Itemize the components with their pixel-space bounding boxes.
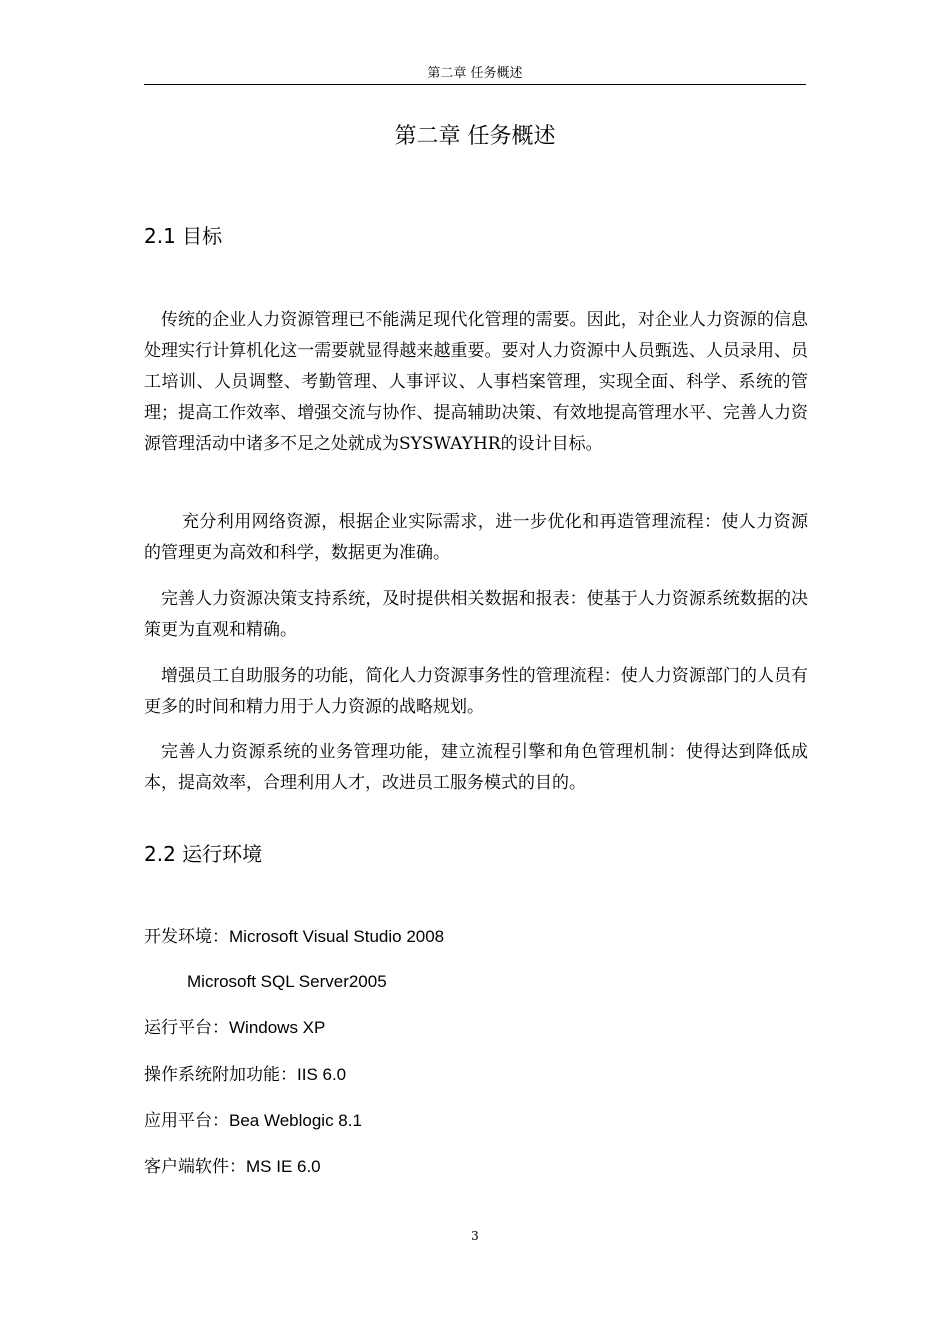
env-item-dev (144, 924, 444, 950)
env-label: 运行平台： (144, 1018, 229, 1038)
goal-paragraph: 传统的企业人力资源管理已不能满足现代化管理的需要。因此，对企业人力资源的信息处理实行计算机化这一需要就显得越来越重要。要对人力资源中人员甄选、人员录用、员工培训、人员调整、考勤管理、人事评议、人事档案管理，实现全面、科学、系统的管理；提高工作效率、增强交流与协作、提高辅助决策、有效地提高管理水平、完善人力资源管理活动中诸多不足之处就成为SYSWAYHR的设计目标。 (144, 310, 808, 454)
goal-paragraph: 完善人力资源系统的业务管理功能，建立流程引擎和角色管理机制：使得达到降低成本，提高效率，合理利用人才，改进员工服务模式的目的。 (144, 742, 808, 793)
goal-paragraph: 增强员工自助服务的功能，简化人力资源事务性的管理流程：使人力资源部门的人员有更多的时间和精力用于人力资源的战略规划。 (144, 666, 808, 717)
env-item-client (144, 1154, 321, 1180)
env-item-app-platform (144, 1108, 362, 1134)
env-label: 开发环境： (144, 927, 229, 947)
goal-paragraph: 充分利用网络资源，根据企业实际需求，进一步优化和再造管理流程：使人力资源的管理更为高效和科学，数据更为准确。 (144, 512, 808, 563)
env-value: Microsoft Visual Studio 2008 (229, 927, 445, 946)
env-value: MS IE 6.0 (246, 1157, 321, 1176)
env-value: Windows XP (229, 1018, 326, 1037)
env-label: 应用平台： (144, 1111, 229, 1131)
section-heading-goal: 2.1 目标 (144, 224, 223, 248)
env-item-platform (144, 1015, 325, 1041)
page-header (144, 64, 806, 85)
env-value: Bea Weblogic 8.1 (229, 1111, 362, 1130)
env-value: IIS 6.0 (297, 1065, 347, 1084)
running-title: 第二章 任务概述 (427, 66, 523, 81)
chapter-title: 第二章 任务概述 (394, 124, 556, 149)
section-heading-env: 2.2 运行环境 (144, 842, 263, 866)
env-label: 操作系统附加功能： (144, 1065, 297, 1085)
env-label: 客户端软件： (144, 1157, 246, 1177)
env-value: Microsoft SQL Server2005 (187, 972, 387, 991)
env-item-db (187, 969, 387, 995)
env-item-os-addon (144, 1062, 346, 1088)
page-number: 3 (471, 1229, 479, 1243)
goal-paragraph: 完善人力资源决策支持系统，及时提供相关数据和报表：使基于人力资源系统数据的决策更为直观和精确。 (144, 589, 808, 640)
